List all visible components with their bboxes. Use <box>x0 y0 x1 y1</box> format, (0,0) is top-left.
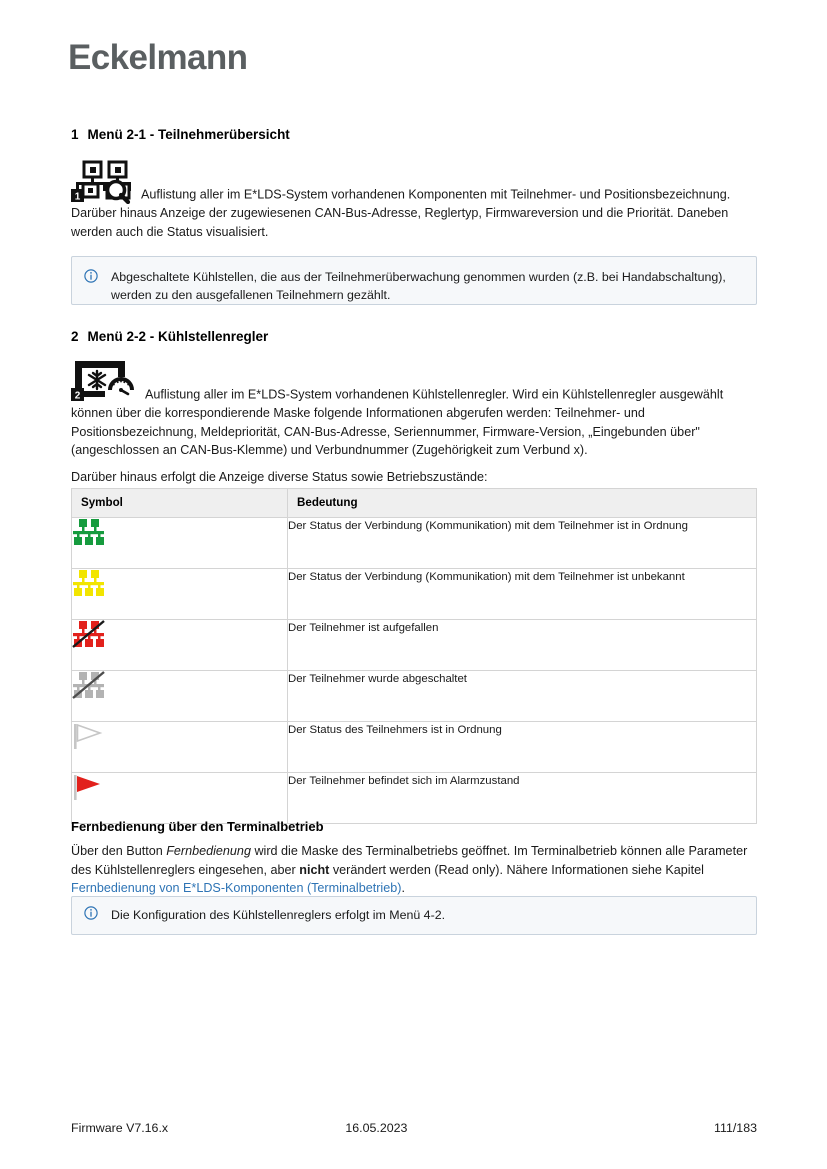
info-box-2 <box>71 896 757 935</box>
table-row <box>72 671 757 722</box>
info-box-2-text: Die Konfiguration des Kühlstellenreglers erfolgt im Menü 4-2. <box>111 908 446 922</box>
network-status-red-slashed-icon <box>72 620 287 649</box>
svg-text:1: 1 <box>74 191 81 203</box>
meaning-cell: Der Status der Verbindung (Kommunikation) mit dem Teilnehmer ist unbekannt <box>288 569 757 620</box>
remote-text-3: verändert werden (Read only). Nähere Informationen siehe Kapitel <box>329 862 704 877</box>
symbol-table-wrap <box>71 488 757 824</box>
footer-date: 16.05.2023 <box>345 1121 408 1135</box>
section-2-body <box>71 358 759 460</box>
section-1-heading <box>71 127 757 142</box>
chapter-link[interactable]: Fernbedienung von E*LDS-Komponenten (Terminalbetrieb) <box>71 881 402 895</box>
remote-text-italic: Fernbedienung <box>166 844 251 858</box>
meaning-cell: Der Teilnehmer wurde abgeschaltet <box>288 671 757 722</box>
remote-section <box>71 819 757 898</box>
meaning-cell: Der Teilnehmer befindet sich im Alarmzustand <box>288 773 757 824</box>
symbol-cell <box>72 671 288 722</box>
meaning-cell: Der Teilnehmer ist aufgefallen <box>288 620 757 671</box>
section-2-text-2: Darüber hinaus erfolgt die Anzeige diverse Status sowie Betriebszustände: <box>71 470 488 484</box>
symbol-cell <box>72 518 288 569</box>
info-icon <box>84 906 98 925</box>
table-body <box>72 518 757 824</box>
table-row <box>72 620 757 671</box>
footer-firmware: Firmware V7.16.x <box>71 1121 169 1135</box>
flag-outline-gray-icon <box>72 722 287 751</box>
page-footer <box>71 1121 757 1135</box>
symbol-cell <box>72 722 288 773</box>
network-status-yellow-icon <box>72 569 287 598</box>
remote-heading: Fernbedienung über den Terminalbetrieb <box>71 819 324 834</box>
table-row <box>72 773 757 824</box>
symbol-cell <box>72 569 288 620</box>
meaning-cell: Der Status des Teilnehmers ist in Ordnung <box>288 722 757 773</box>
footer-pagenum: 111/183 <box>714 1121 757 1135</box>
section-1-number: 1 <box>71 127 79 142</box>
table-header-row <box>72 489 757 518</box>
teilnehmeruebersicht-icon <box>71 160 135 204</box>
section-2-number: 2 <box>71 329 79 344</box>
remote-text-4: . <box>401 881 405 895</box>
network-status-gray-slashed-icon <box>72 671 287 700</box>
section-1-body <box>71 160 757 241</box>
symbol-cell <box>72 620 288 671</box>
info-icon <box>84 269 98 288</box>
section-2-title: Menü 2-2 - Kühlstellenregler <box>87 329 269 344</box>
table-row <box>72 518 757 569</box>
remote-text-1: Über den Button <box>71 844 167 858</box>
remote-text-2: wird die Maske des Terminalbetriebs geöffnet. Im Terminalbetrieb können alle Parameter des Kühlstellenreglers eingesehen, aber <box>71 844 748 877</box>
section-2-text: Auflistung aller im E*LDS-System vorhandenen Kühlstellenregler. Wird ein Kühlstellenregler ausgewählt können über die korrespondierende Maske folgende Informationen abgerufen werden: Teilnehmer- und Positionsbezeichnung, Meldepriorität, CAN-Bus-Adresse, Seriennummer, Firmware-Version, „Eingebunden über" (angeschlossen an CAN-Bus-Klemme) und Verbundnummer (Zugehörigkeit zum Verbund x). <box>71 387 724 457</box>
eckelmann-logo: Eckelmann <box>68 38 248 77</box>
section-2-subtext <box>71 468 757 487</box>
table-row <box>72 569 757 620</box>
flag-filled-red-icon <box>72 773 287 802</box>
section-1-title: Menü 2-1 - Teilnehmerübersicht <box>87 127 290 142</box>
remote-paragraph <box>71 842 757 898</box>
table-header-symbol: Symbol <box>72 489 288 518</box>
remote-text-bold: nicht <box>299 862 330 877</box>
network-status-green-icon <box>72 518 287 547</box>
table-row <box>72 722 757 773</box>
meaning-cell: Der Status der Verbindung (Kommunikation) mit dem Teilnehmer ist in Ordnung <box>288 518 757 569</box>
section-1-text: Auflistung aller im E*LDS-System vorhandenen Komponenten mit Teilnehmer- und Positionsbezeichnung. Darüber hinaus Anzeige der zugewiesenen CAN-Bus-Adresse, Reglertyp, Firmwareversion und die Priorität. Daneben werden auch die Status visualisiert. <box>71 187 731 239</box>
symbol-cell <box>72 773 288 824</box>
svg-text:2: 2 <box>74 390 81 402</box>
table-header-bedeutung: Bedeutung <box>288 489 757 518</box>
section-2-heading <box>71 329 757 344</box>
kuehlstellenregler-icon <box>71 358 139 404</box>
symbol-table <box>71 488 757 824</box>
info-box-1-text: Abgeschaltete Kühlstellen, die aus der Teilnehmerüberwachung genommen wurden (z.B. bei Handabschaltung), werden zu den ausgefallenen Teilnehmern gezählt. <box>111 270 726 302</box>
info-box-1 <box>71 256 757 305</box>
